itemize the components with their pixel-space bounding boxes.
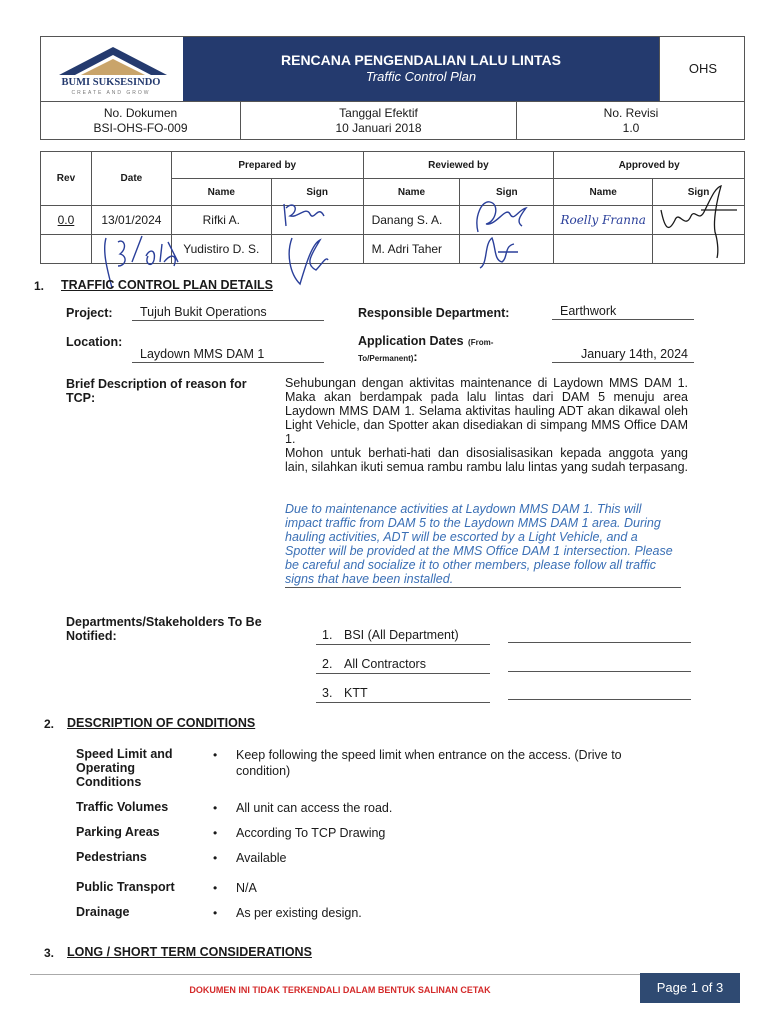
- bullet-icon: •: [213, 748, 218, 762]
- condition-value: Keep following the speed limit when entrance on the access. (Drive to condition): [236, 748, 622, 778]
- application-dates-colon: :: [413, 350, 418, 364]
- bullet-icon: •: [213, 801, 218, 815]
- section-2-title: DESCRIPTION OF CONDITIONS: [67, 716, 256, 730]
- rev-cell: 0.0: [41, 206, 92, 235]
- prepared-name-cell: Rifki A.: [171, 206, 271, 235]
- reviewed-sign-cell: [460, 235, 554, 264]
- document-title-cell: [183, 37, 659, 101]
- application-dates-label: [358, 334, 548, 366]
- sub-header-name: Name: [554, 179, 653, 206]
- application-dates-note: (From-To/Permanent): [358, 338, 494, 363]
- responsible-department-value: Earthwork: [552, 304, 694, 320]
- date-cell: [91, 235, 171, 264]
- document-info-row: [40, 102, 745, 140]
- brief-description-indonesian: [285, 376, 688, 474]
- stakeholder-number: 1.: [322, 628, 333, 642]
- bullet-icon: •: [213, 881, 218, 895]
- prepared-sign-cell: [271, 206, 363, 235]
- handwritten-date: [10, 236, 11, 237]
- uncontrolled-copy-notice: DOKUMEN INI TIDAK TERKENDALI DALAM BENTUK SALINAN CETAK: [189, 985, 491, 995]
- sub-header-sign: Sign: [460, 179, 554, 206]
- document-subtitle: Traffic Control Plan: [365, 69, 477, 84]
- document-header: [40, 36, 745, 102]
- approved-name-cell: Roelly Franna: [554, 206, 653, 235]
- reviewed-name-cell: Danang S. A.: [363, 206, 460, 235]
- section-2-number: 2.: [44, 717, 55, 731]
- section-1-title: TRAFFIC CONTROL PLAN DETAILS: [61, 278, 274, 292]
- company-tagline: CREATE AND GROW: [71, 90, 151, 96]
- brief-description-id-paragraph-1: Sehubungan dengan aktivitas maintenance di Laydown MMS DAM 1. Maka akan berdampak pada lalu lintas dari DAM 5 menuju area Laydown MMS DAM 1. Selama aktivitas hauling ADT akan dikawal oleh Light Vehicle, dan Spotter akan disediakan di simpang MMS Office DAM 1.: [285, 376, 688, 446]
- approved-sign-cell: [653, 235, 745, 264]
- company-name: BUMI SUKSESINDO: [61, 77, 161, 88]
- footer-divider: [30, 974, 740, 975]
- stakeholder-name: All Contractors: [344, 657, 426, 671]
- revision-no-label: No. Revisi: [603, 106, 659, 120]
- condition-label: Pedestrians: [76, 850, 147, 864]
- brief-description-english: Due to maintenance activities at Laydown MMS DAM 1. This will impact traffic from DAM 5 to the Laydown MMS DAM 1 area. During hauling activities, ADT will be escorted by a Light Vehicle, and a Spotter will be provided at the MMS Office DAM 1 intersection. Please be careful and socialize it to other members, please follow all traffic signs that have been installed.: [285, 502, 681, 588]
- reviewed-sign-cell: [460, 206, 554, 235]
- revision-table: [40, 151, 745, 264]
- mountain-logo-icon: [51, 43, 171, 77]
- responsible-department-label: Responsible Department:: [358, 306, 510, 320]
- section-3-number: 3.: [44, 946, 55, 960]
- condition-label: Speed Limit and Operating Conditions: [76, 747, 173, 789]
- bullet-icon: •: [213, 906, 218, 920]
- revision-no-cell: [517, 102, 745, 139]
- condition-label: Drainage: [76, 905, 130, 919]
- stakeholder-number: 3.: [322, 686, 333, 700]
- effective-date-cell: [241, 102, 517, 139]
- location-label: Location:: [66, 335, 123, 349]
- category-tag: OHS: [659, 37, 746, 101]
- sub-header-name: Name: [171, 179, 271, 206]
- list-item: [316, 686, 490, 703]
- prepared-name-cell: Yudistiro D. S.: [171, 235, 271, 264]
- doc-number-value: BSI-OHS-FO-009: [93, 121, 188, 135]
- sub-header-name: Name: [363, 179, 460, 206]
- bullet-icon: •: [213, 826, 218, 840]
- condition-value: Available: [236, 851, 287, 865]
- condition-label: Public Transport: [76, 880, 175, 894]
- revision-no-value: 1.0: [622, 121, 640, 135]
- application-dates-label-text: Application Dates: [358, 334, 464, 348]
- brief-description-label: Brief Description of reason for TCP:: [66, 377, 247, 405]
- effective-date-label: Tanggal Efektif: [339, 106, 418, 120]
- col-header-date: Date: [91, 152, 171, 206]
- list-item: [316, 628, 490, 645]
- effective-date-value: 10 Januari 2018: [335, 121, 422, 135]
- condition-value: N/A: [236, 881, 257, 895]
- approved-sign-cell: [653, 206, 745, 235]
- table-row: [41, 206, 745, 235]
- col-header-reviewed: Reviewed by: [363, 152, 554, 179]
- sub-header-sign: Sign: [653, 179, 745, 206]
- project-value: Tujuh Bukit Operations: [132, 305, 324, 321]
- stakeholder-number: 2.: [322, 657, 333, 671]
- condition-value: All unit can access the road.: [236, 801, 393, 815]
- location-value: Laydown MMS DAM 1: [132, 347, 324, 363]
- stakeholder-blank-line: [508, 699, 691, 700]
- doc-number-cell: [41, 102, 241, 139]
- stakeholder-name: BSI (All Department): [344, 628, 459, 642]
- approved-name-cell: [554, 235, 653, 264]
- document-title: RENCANA PENGENDALIAN LALU LINTAS: [281, 52, 561, 68]
- page-indicator: Page 1 of 3: [640, 973, 740, 1003]
- condition-label: Parking Areas: [76, 825, 160, 839]
- condition-label: Traffic Volumes: [76, 800, 169, 814]
- company-logo-cell: [41, 37, 184, 101]
- stakeholder-name: KTT: [344, 686, 368, 700]
- date-cell: 13/01/2024: [91, 206, 171, 235]
- application-dates-value: January 14th, 2024: [552, 347, 694, 363]
- rev-cell: [41, 235, 92, 264]
- condition-value: According To TCP Drawing: [236, 826, 386, 840]
- sub-header-sign: Sign: [271, 179, 363, 206]
- stakeholder-blank-line: [508, 642, 691, 643]
- brief-description-id-paragraph-2: Mohon untuk berhati-hati dan disosialisasikan kepada anggota yang lain, silahkan ikuti semua rambu rambu lalu lintas yang sudah terpasang.: [285, 446, 689, 474]
- condition-value: As per existing design.: [236, 906, 362, 920]
- project-label: Project:: [66, 306, 113, 320]
- section-1-number: 1.: [34, 279, 45, 293]
- reviewed-name-cell: M. Adri Taher: [363, 235, 460, 264]
- table-row: [41, 235, 745, 264]
- col-header-prepared: Prepared by: [171, 152, 363, 179]
- col-header-approved: Approved by: [554, 152, 745, 179]
- prepared-sign-cell: [271, 235, 363, 264]
- col-header-rev: Rev: [41, 152, 92, 206]
- bullet-icon: •: [213, 851, 218, 865]
- stakeholders-label: Departments/Stakeholders To Be Notified:: [66, 615, 262, 643]
- stakeholder-blank-line: [508, 671, 691, 672]
- section-3-title: LONG / SHORT TERM CONSIDERATIONS: [67, 945, 312, 959]
- doc-number-label: No. Dokumen: [103, 106, 178, 120]
- list-item: [316, 657, 490, 674]
